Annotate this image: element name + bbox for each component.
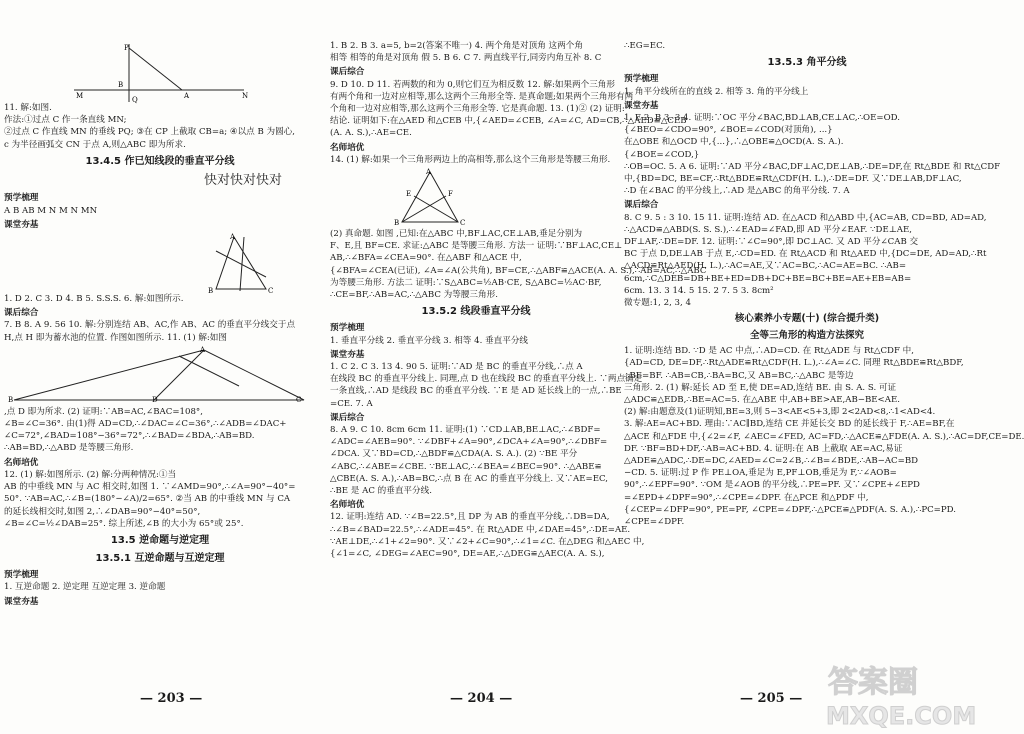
answer-line: ∠C=72°,∠BAD=108°−36°=72°,∴∠BAD=∠BDA,∴AB=BD. bbox=[4, 431, 255, 442]
answer-line: 8. C 9. 5 : 3 10. 15 11. 证明:连结 AD. 在△ACD 和△ABD 中,{AC=AB, CD=BD, AD=AD, bbox=[624, 212, 987, 223]
answer-line: ∠DCA. 又∵BD=CD,∴△BDF≌△CDA(A. S. A.). (2) ∵BE 平分 bbox=[330, 449, 578, 460]
section-heading: 13.4.5 作已知线段的垂直平分线 bbox=[85, 155, 235, 167]
answer-line: 相等 相等的角是对顶角 假 5. B 6. C 7. 两直线平行,同旁内角互补 8. C bbox=[330, 53, 602, 64]
page-number-203: — 203 — bbox=[140, 691, 203, 706]
answer-line: {∠CEP=∠DFP=90°, PE=PF, ∠CPE=∠DPF,∴△PCE≌△PDF(A. S. A.),∴PC=PD. bbox=[624, 504, 956, 515]
answer-line: BC 于点 D,DE⊥AB 于点 E,∴CD=ED. 在 Rt△ACD 和 Rt△AED 中,{DC=DE, AD=AD,∴Rt bbox=[624, 249, 987, 260]
answer-line: 11. 解:如图. bbox=[4, 103, 52, 113]
answer-line: {AD=CD, DE=DF,∴Rt△ADE≌Rt△CDF(H. L.),∴∠A=∠C. 同理 Rt△BDE≌Rt△BDF, bbox=[624, 358, 964, 369]
answer-line: {∠BFA=∠CEA(已证), ∠A=∠A(公共角), BF=CE,∴△ABF≌△ACE(A. A. S.),∴AB=AC,∴△ABC bbox=[330, 265, 707, 276]
section-heading: 13.5.3 角平分线 bbox=[767, 57, 847, 69]
answer-line: ∠B=∠C=36°. 由(1)得 AD=CD,∴∠DAC=∠C=36°,∴∠ADB=∠DAC+ bbox=[4, 419, 287, 430]
svg-text:B: B bbox=[8, 395, 14, 404]
answer-line: =∠EPD+∠DPF=90°,∴∠CPE=∠DPF. 在△PCE 和△PDF 中, bbox=[624, 492, 869, 503]
answer-line: (A. A. S.),∴AE=CE. bbox=[330, 128, 412, 139]
svg-text:B: B bbox=[394, 219, 400, 228]
answer-line: 的延长线相交时,如图 2,∴∠DAB=90°−40°=50°, bbox=[4, 506, 201, 517]
column-page-205 bbox=[624, 40, 1024, 687]
subsection-label: 预学梳理 bbox=[330, 323, 365, 334]
answer-line: 90°,∴∠EPF=90°. ∵OM 是∠AOB 的平分线,∴PE=PF. 又∵∠CPE+∠EPD bbox=[624, 480, 920, 491]
subsection-label: 预学梳理 bbox=[624, 74, 659, 85]
answer-line: ∠ADC=∠AEB=90°. ∵∠DBF+∠A=90°,∠DCA+∠A=90°,∴∠DBF= bbox=[330, 437, 608, 448]
svg-text:C: C bbox=[268, 287, 274, 296]
watermark-line2: MXQE.COM bbox=[826, 702, 977, 730]
answer-line: c 为半径画弧交 CN 于点 A,则△ABC 即为所求. bbox=[4, 139, 186, 150]
watermark-logo bbox=[820, 650, 996, 730]
answer-line: 14. (1) 解:如果一个三角形两边上的高相等,那么这个三角形是等腰三角形. bbox=[330, 154, 611, 165]
subsection-label: 课后综合 bbox=[624, 200, 659, 211]
section-heading: 13.5.2 线段垂直平分线 bbox=[421, 306, 531, 318]
geometry-figure bbox=[4, 346, 316, 404]
answer-line: △ADE≌△ADC,∴DE=DC,∠AED=∠C=2∠B,∴∠B=∠BDE,∴AB−AC=BD bbox=[624, 456, 919, 467]
answer-line: ∠ABC,∴∠ABE=∠CBE. ∵BE⊥AC,∴∠BEA=∠BEC=90°. ∴△ABE≌ bbox=[330, 461, 602, 472]
topic-heading: 全等三角形的构造方法探究 bbox=[749, 329, 864, 341]
answer-line: {∠BOE=∠COD,} bbox=[624, 149, 700, 160]
answer-line: 为等腰三角形. 方法二 证明:∵S△ABC=½AB·CE, S△ABC=½AC·BF, bbox=[330, 277, 602, 288]
answer-line: 1. B 2. B 3. a=5, b=2(答案不唯一) 4. 两个角是对顶角 这两个角 bbox=[330, 41, 583, 51]
answer-line: 1. 垂直平分线 2. 垂直平分线 3. 相等 4. 垂直平分线 bbox=[330, 335, 529, 346]
subsection-label: 课堂夯基 bbox=[4, 219, 39, 230]
answer-line: ∴OB=OC. 5. A 6. 证明:∵AD 平分∠BAC,DF⊥AC,DE⊥AB,∴DE=DF,在 Rt△BDE 和 Rt△CDF bbox=[624, 161, 1001, 172]
answer-line: {∠1=∠C, ∠DEG=∠AEC=90°, DE=AE,∴△DEG≌△AEC(A. A. S.), bbox=[330, 549, 605, 560]
answer-line: ∴BE=BF. ∴AB=CB,∴BA=BC,又 AB=BC,∴△ABC 是等边 bbox=[624, 370, 854, 381]
subsection-label: 预学梳理 bbox=[4, 193, 39, 204]
subsection-label: 名师培优 bbox=[330, 142, 365, 153]
svg-text:Q: Q bbox=[132, 96, 138, 104]
answer-line: ∠CPE=∠DPF. bbox=[624, 517, 685, 528]
svg-text:B: B bbox=[208, 287, 214, 296]
answer-line: ∵AE⊥DE,∴∠1+∠2=90°. 又∵∠2+∠C=90°,∴∠1=∠C. 在△DEG 和△AEC 中, bbox=[330, 536, 645, 547]
answer-line: 中,{BD=DC, BE=CF,∴Rt△BDE≌Rt△CDF(H. L.),∴DE=DF. 又∵DE⊥AB,DF⊥AC, bbox=[624, 174, 962, 185]
topic-heading: 核心素养小专题(十) (综合提升类) bbox=[734, 313, 880, 325]
answer-line: 1. 证明:连结 BD. ∵D 是 AC 中点,∴AD=CD. 在 Rt△ADE 与 Rt△CDF 中, bbox=[624, 346, 914, 357]
svg-text:B: B bbox=[118, 81, 124, 89]
answer-line: −CD. 5. 证明:过 P 作 PE⊥OA,垂足为 E,PF⊥OB,垂足为 F,∵∠AOB= bbox=[624, 468, 897, 479]
svg-text:A: A bbox=[230, 233, 236, 242]
subsection-label: 课堂夯基 bbox=[624, 100, 659, 111]
subsection-label: 预学梳理 bbox=[4, 570, 39, 581]
answer-line: ②过点 C 作直线 MN 的垂线 PQ; ③在 CP 上截取 CB=a; ④以点 B 为圆心, bbox=[4, 127, 296, 138]
subsection-label: 课后综合 bbox=[330, 412, 365, 423]
svg-text:A: A bbox=[184, 92, 190, 100]
answer-line: △CBE(A. S. A.),∴AB=BC,∴点 B 在 AC 的垂直平分线上. 又∵AE=EC, bbox=[330, 473, 608, 484]
answer-line: DF. ∵BF=BD+DF,∴AB=AC+BD. 4. 证明:在 AB 上截取 AE=AC,易证 bbox=[624, 443, 903, 454]
answer-line: ∴∠B=∠BAD=22.5°,∴∠ADE=45°. 在 Rt△ADE 中,∠DAE=45°,∴DE=AE. bbox=[330, 524, 631, 535]
answer-line: 三角形. 2. (1) 解:延长 AD 至 E,使 DE=AD,连结 BE. 由 S. A. S. 可证 bbox=[624, 382, 897, 393]
page-number-205: — 205 — bbox=[740, 691, 803, 706]
answer-line: 1. C 2. C 3. 13 4. 90 5. 证明:∵AD 是 BC 的垂直平分线,∴点 A bbox=[330, 362, 583, 373]
answer-line: 个角和一边对应相等,那么这两个三角形全等. 它是真命题. 13. (1)② (2) 证明: bbox=[330, 104, 625, 115]
answer-line: DF⊥AF,∴DE=DF. 12. 证明:∵∠C=90°,即 DC⊥AC. 又 AD 平分∠CAB 交 bbox=[624, 237, 919, 248]
answer-line: ∴△ACD≌△ABD(S. S. S.),∴∠EAD=∠FAD,即 AD 平分∠EAF. ∵DE⊥AE, bbox=[624, 224, 913, 235]
answer-line: 12. (1) 解:如图所示. (2) 解:分两种情况:①当 bbox=[4, 469, 177, 480]
answer-line: AB,∴∠BFA=∠CEA=90°. 在△ABF 和△ACE 中, bbox=[330, 253, 522, 264]
subsection-label: 名师培优 bbox=[330, 500, 365, 511]
answer-line: 1. E 2. B 3. 3 4. 证明:∵OC 平分∠BAC,BD⊥AB,CE⊥AC,∴OE=OD. bbox=[624, 113, 900, 123]
geometry-figure bbox=[4, 42, 316, 104]
answer-line: △ADC≌△EDB,∴BE=AC=5. 在△ABE 中,AB+BE>AE,AB−BE<AE. bbox=[624, 395, 900, 406]
answer-line: 作法:①过点 C 作一条直线 MN; bbox=[4, 115, 127, 126]
answer-line: 一条直线,∴AD 是线段 BC 的垂直平分线. ∵E 是 AD 延长线上的一点,∴BE bbox=[330, 386, 622, 397]
answer-line: ∴D 在∠BAC 的平分线上,∴AD 是△ABC 的角平分线. 7. A bbox=[624, 186, 850, 197]
answer-line: (2) 真命题. 如图 ,已知:在△ABC 中,BF⊥AC,CE⊥AB,垂足分别为 bbox=[330, 229, 583, 240]
answer-line: 12. 证明:连结 AD. ∵∠B=22.5°,且 DP 为 AB 的垂直平分线,∴DB=DA, bbox=[330, 512, 610, 523]
geometry-figure bbox=[4, 233, 316, 296]
answer-line: 6cm. 13. 3 14. 5 15. 2 7. 5 3. 8cm² bbox=[624, 285, 774, 296]
subsection-label: 课后综合 bbox=[4, 308, 39, 319]
handwriting-note: 快对快对快对 bbox=[204, 173, 283, 188]
answer-line: 在△OBE 和△OCD 中,{...},∴△OBE≌△OCD(A. S. A.). bbox=[624, 137, 844, 148]
answer-line: H,点 H 即为蓄水池的位置. 作图如图所示. 11. (1) 解:如图 bbox=[4, 332, 227, 343]
answer-line: ∴AB=BD,∴△ABD 是等腰三角形. bbox=[4, 443, 134, 454]
subsection-label: 课堂夯基 bbox=[4, 596, 39, 607]
answer-line: 在线段 BC 的垂直平分线上. 同理,点 D 也在线段 BC 的垂直平分线上. ∵两点确定 bbox=[330, 374, 643, 385]
geometry-figure bbox=[330, 168, 622, 226]
answer-line: 1. 互逆命题 2. 逆定理 互逆定理 3. 逆命题 bbox=[4, 582, 166, 593]
answer-line: 9. D 10. D 11. 若两数的和为 0,则它们互为相反数 12. 解:如果两个三角形 bbox=[330, 79, 615, 90]
svg-text:A: A bbox=[426, 168, 432, 177]
answer-line: F、E,且 BF=CE. 求证:△ABC 是等腰三角形. 方法一 证明:∵BF⊥AC,CE⊥ bbox=[330, 241, 623, 252]
answer-line: AB 的中垂线 MN 与 AC 相交时,如图 1. ∵∠AMD=90°,∴∠A=90°−40°= bbox=[4, 482, 296, 493]
svg-text:D: D bbox=[152, 395, 158, 404]
svg-text:F: F bbox=[448, 190, 453, 199]
answer-line: {∠BEO=∠CDO=90°, ∠BOE=∠COD(对顶角), ...} bbox=[624, 125, 833, 136]
answer-line: 结论. 证明如下:在△AED 和△CEB 中,{∠AED=∠CEB, ∠A=∠C, AD=CB,∴△AED≌△CEB bbox=[330, 116, 687, 127]
answer-line: 6cm,∴C△DEB=DB+BE+ED=DB+DC+BE=BC+BE=AE+EB=AB= bbox=[624, 273, 912, 284]
section-heading: 13.5 逆命题与逆定理 bbox=[110, 534, 210, 546]
svg-text:A: A bbox=[200, 345, 206, 354]
svg-text:P: P bbox=[124, 44, 129, 52]
answer-line: △ACD≌Rt△AED(H. L.),∴AC=AE,又∵AC=BC,∴AC=AE=BC. ∴AB= bbox=[624, 261, 907, 272]
answer-line: 微专题:1, 2, 3, 4 bbox=[624, 298, 691, 309]
answer-line: ∴BE 是 AC 的垂直平分线. bbox=[330, 486, 432, 497]
subsection-label: 课后综合 bbox=[330, 67, 365, 78]
column-page-203 bbox=[4, 40, 316, 687]
svg-text:C: C bbox=[460, 219, 466, 228]
watermark-line1: 答案圈 bbox=[828, 665, 918, 700]
answer-line: 有两个角和一边对应相等,那么这两个三角形全等. 是真命题;如果两个三角形有两 bbox=[330, 91, 634, 102]
svg-text:E: E bbox=[406, 190, 412, 199]
answer-line: ∴EG=EC. bbox=[624, 41, 666, 51]
answer-line: =CE. 7. A bbox=[330, 398, 373, 409]
answer-line: A B AB M N M N MN bbox=[4, 205, 98, 216]
svg-text:N: N bbox=[242, 92, 249, 100]
answer-line: 7. B 8. A 9. 56 10. 解:分别连结 AB、AC,作 AB、AC 的垂直平分线交于点 bbox=[4, 320, 296, 331]
answer-line: ∴CE=BF,∴AB=AC,∴△ABC 为等腰三角形. bbox=[330, 290, 498, 301]
answer-line: 50°. ∵AB=AC,∴∠B=(180°−∠A)/2=65°. ②当 AB 的中垂线 MN 与 CA bbox=[4, 494, 291, 505]
answer-line: 1. D 2. C 3. D 4. B 5. S.S.S. 6. 解:如图所示. bbox=[4, 294, 184, 305]
svg-text:C: C bbox=[296, 395, 302, 404]
section-heading: 13.5.1 互逆命题与互逆定理 bbox=[95, 553, 225, 565]
answer-line: (2) 解:由题意及(1)证明知,BE=3,则 5−3<AE<5+3,即 2<2AD<8,∴1<AD<4. bbox=[624, 407, 936, 418]
page-number-204: — 204 — bbox=[450, 691, 513, 706]
answer-line: ,点 D 即为所求. (2) 证明:∵AB=AC,∠BAC=108°, bbox=[4, 406, 203, 417]
subsection-label: 课堂夯基 bbox=[330, 349, 365, 360]
svg-text:M: M bbox=[76, 92, 84, 100]
subsection-label: 名师培优 bbox=[4, 457, 39, 468]
answer-line: ∠B=∠C=½∠DAB=25°. 综上所述,∠B 的大小为 65°或 25°. bbox=[4, 518, 244, 529]
answer-line: 8. A 9. C 10. 8cm 6cm 11. 证明:(1) ∵CD⊥AB,BE⊥AC,∴∠BDF= bbox=[330, 425, 601, 436]
answer-line: △ACE 和△FDE 中,{∠2=∠F, ∠AEC=∠FED, AC=FD,∴△ACE≌△FDE(A. A. S.),∴AC=DF,CE=DE. bbox=[624, 431, 1024, 442]
answer-line: 3. 解:AE=AC+BD. 理由:∵AC∥BD,连结 CE 并延长交 BD 的延长线于 F,∴AE=BF,在 bbox=[624, 419, 955, 430]
answer-line: 1. 角平分线所在的直线 2. 相等 3. 角的平分线上 bbox=[624, 86, 809, 97]
